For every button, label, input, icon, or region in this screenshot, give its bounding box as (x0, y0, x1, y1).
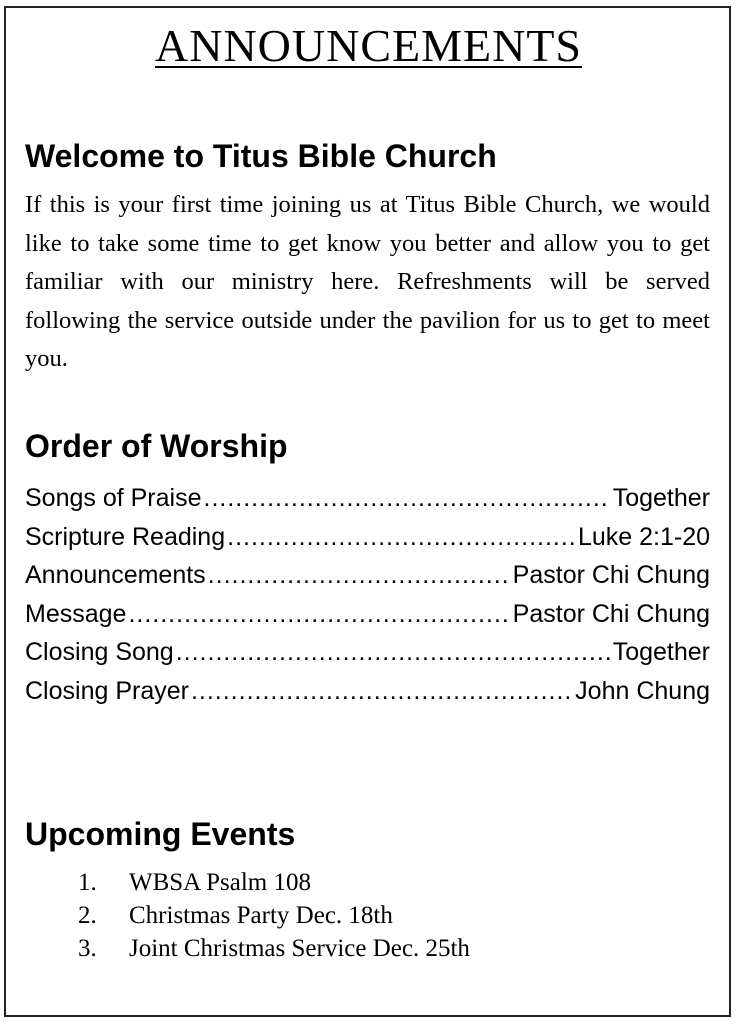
upcoming-events-heading: Upcoming Events (25, 816, 296, 852)
event-number: 2. (78, 902, 97, 929)
worship-leader: John Chung (575, 676, 710, 705)
worship-item: Message (25, 599, 127, 628)
order-of-worship-heading: Order of Worship (25, 428, 288, 464)
upcoming-events-list (78, 866, 470, 965)
dot-leader (204, 479, 611, 518)
worship-row (25, 479, 710, 518)
worship-item: Closing Prayer (25, 676, 189, 705)
welcome-paragraph: If this is your first time joining us at Titus Bible Church, we would like to take some time to get know you better and allow you to get familiar with our ministry here. Refreshments will be served following the service outside under the pavilion for us to get to meet you. (25, 191, 710, 372)
worship-leader: Pastor Chi Chung (512, 561, 710, 590)
dot-leader (128, 595, 510, 634)
worship-item: Closing Song (25, 638, 174, 667)
worship-item: Songs of Praise (25, 484, 202, 512)
dot-leader (176, 633, 611, 672)
worship-leader: Together (612, 638, 710, 667)
event-item (78, 932, 470, 965)
worship-item: Announcements (25, 561, 206, 590)
worship-row (25, 595, 710, 634)
event-text: WBSA Psalm 108 (129, 869, 311, 896)
dot-leader (191, 672, 573, 711)
worship-leader: Pastor Chi Chung (512, 599, 710, 628)
order-of-worship-list (25, 479, 710, 711)
worship-item: Scripture Reading (25, 522, 226, 551)
worship-row (25, 518, 710, 557)
worship-row (25, 633, 710, 672)
worship-row (25, 672, 710, 711)
welcome-heading: Welcome to Titus Bible Church (25, 138, 497, 174)
event-number: 3. (78, 935, 97, 962)
page-title-text: ANNOUNCEMENTS (155, 20, 582, 71)
event-item (78, 899, 470, 932)
worship-leader: Together (612, 484, 710, 512)
event-text: Christmas Party Dec. 18th (129, 902, 393, 929)
dot-leader (208, 556, 511, 595)
event-text: Joint Christmas Service Dec. 25th (129, 935, 470, 962)
dot-leader (227, 518, 576, 557)
event-item (78, 866, 470, 899)
worship-row (25, 556, 710, 595)
page-title (0, 22, 737, 70)
event-number: 1. (78, 869, 97, 896)
worship-leader: Luke 2:1-20 (577, 522, 710, 551)
